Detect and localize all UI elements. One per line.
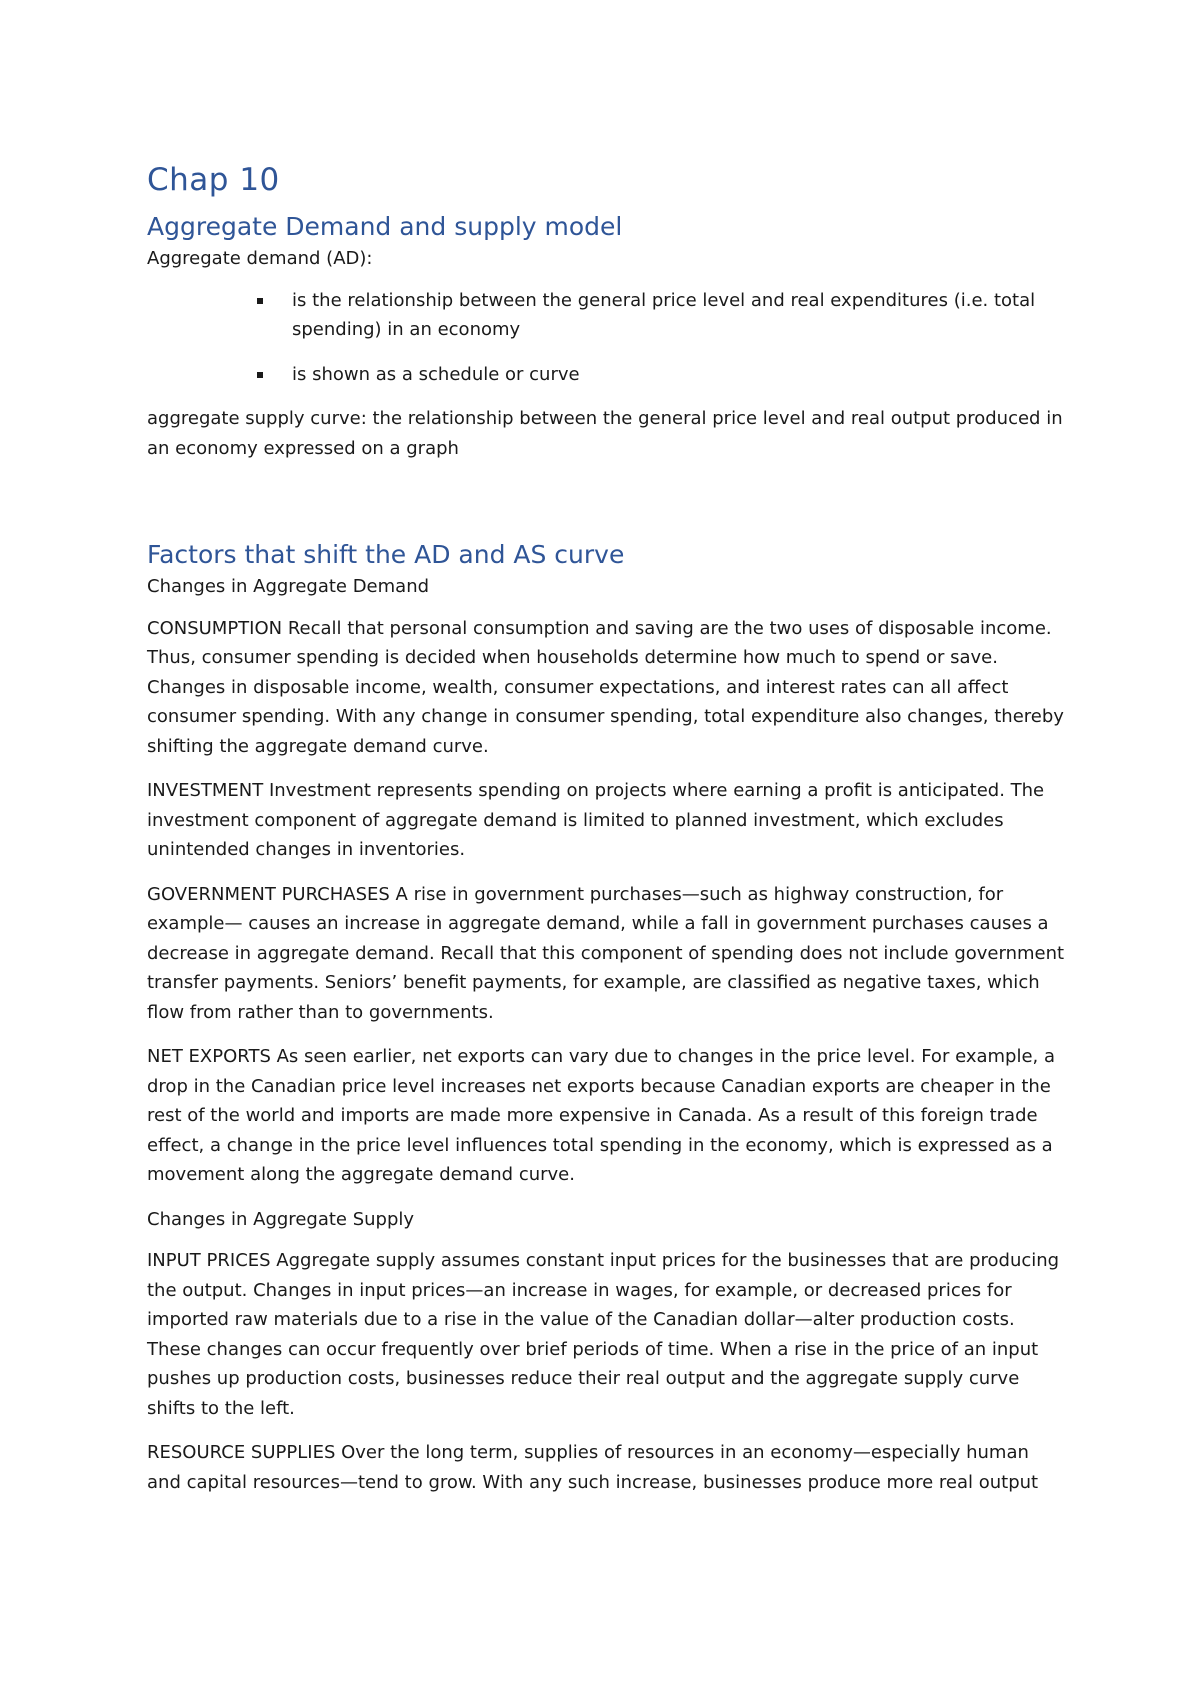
list-item <box>147 286 1067 345</box>
ad-changes-label: Changes in Aggregate Demand <box>147 576 430 597</box>
square-bullet-icon <box>257 372 263 378</box>
chapter-title: Chap 10 <box>147 162 280 198</box>
investment-paragraph: INVESTMENT Investment represents spending on projects where earning a profit is anticipated. The investment component of aggregate demand is limited to planned investment, which excludes unintended changes in inventories. <box>147 780 1045 860</box>
consumption-paragraph: CONSUMPTION Recall that personal consumption and saving are the two uses of disposable income. Thus, consumer spending is decided when households determine how much to spend or save. Changes in disposable income, wealth, consumer expectations, and interest rates can all affect consumer spending. With any change in consumer spending, total expenditure also changes, thereby shifting the aggregate demand curve. <box>147 617 1064 757</box>
government-paragraph: GOVERNMENT PURCHASES A rise in government purchases—such as highway construction, for example— causes an increase in aggregate demand, while a fall in government purchases causes a decrease in aggregate demand. Recall that this component of spending does not include government transfer payments. Seniors’ benefit payments, for example, are classified as negative taxes, which flow from rather than to governments. <box>147 883 1065 1023</box>
section-spacer <box>147 478 1067 538</box>
document-page <box>147 160 1067 1512</box>
resource-supplies-paragraph: RESOURCE SUPPLIES Over the long term, supplies of resources in an economy—especially human and capital resources—tend to grow. With any such increase, businesses produce more real output <box>147 1442 1039 1493</box>
section-heading-ad-as-model: Aggregate Demand and supply model <box>147 212 623 241</box>
bullet-text: is shown as a schedule or curve <box>292 363 580 385</box>
bullet-text: is the relationship between the general price level and real expenditures (i.e. total spending) in an economy <box>292 289 1036 340</box>
net-exports-paragraph: NET EXPORTS As seen earlier, net exports can vary due to changes in the price level. For example, a drop in the Canadian price level increases net exports because Canadian exports are cheaper in the rest of the world and imports are made more expensive in Canada. As a result of this foreign trade effect, a change in the price level influences total spending in the economy, which is expressed as a movement along the aggregate demand curve. <box>147 1046 1056 1185</box>
as-curve-paragraph: aggregate supply curve: the relationship between the general price level and real output produced in an economy expressed on a graph <box>147 408 1063 459</box>
input-prices-paragraph: INPUT PRICES Aggregate supply assumes constant input prices for the businesses that are producing the output. Changes in input prices—an increase in wages, for example, or decreased prices for imported raw materials due to a rise in the value of the Canadian dollar—alter production costs. These changes can occur frequently over brief periods of time. When a rise in the price of an input pushes up production costs, businesses reduce their real output and the aggregate supply curve shifts to the left. <box>147 1250 1060 1419</box>
ad-bullet-list <box>147 286 1067 390</box>
list-item <box>147 360 1067 390</box>
ad-label: Aggregate demand (AD): <box>147 248 373 269</box>
as-changes-label: Changes in Aggregate Supply <box>147 1208 415 1230</box>
section-heading-factors: Factors that shift the AD and AS curve <box>147 540 625 569</box>
square-bullet-icon <box>257 298 263 304</box>
